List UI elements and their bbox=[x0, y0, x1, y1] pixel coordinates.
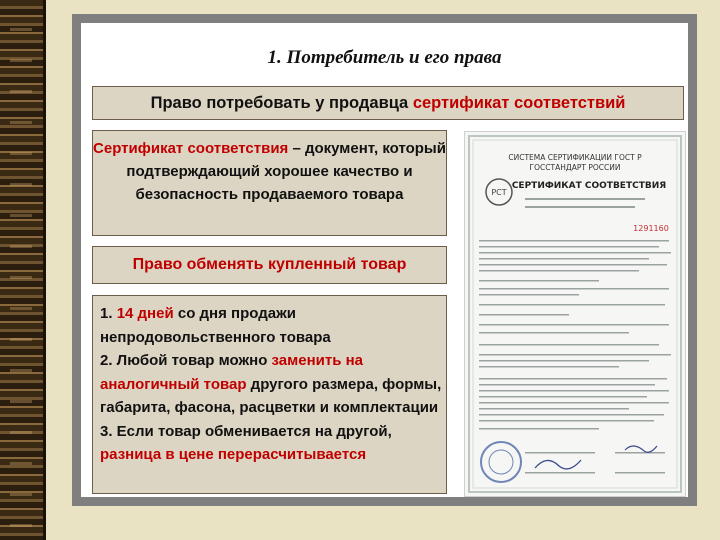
cert-text-lines bbox=[479, 198, 671, 474]
rule2-highlight: заменить на аналогичный товар bbox=[100, 352, 363, 393]
signature-icon bbox=[535, 460, 581, 469]
rule2-tail: другого размера, формы, габарита, фасона, расцветки и комплектации bbox=[100, 375, 442, 416]
box1-highlight: сертификат соответствий bbox=[412, 94, 626, 112]
rule1-highlight: 14 дней bbox=[116, 305, 174, 322]
certificate-image bbox=[464, 131, 686, 497]
exchange-right-label: Право обменять купленный товар bbox=[132, 256, 407, 273]
rule1-text: со дня продажи непродовольственного товара bbox=[100, 305, 331, 346]
seal-icon bbox=[481, 442, 521, 482]
slide-title: 1. Потребитель и его права bbox=[267, 47, 502, 68]
cert-number: 1291160 bbox=[633, 224, 669, 233]
cert-logo-text: РСТ bbox=[491, 188, 507, 197]
right-demand-certificate-box bbox=[92, 86, 684, 120]
cert-header1: СИСТЕМА СЕРТИФИКАЦИИ ГОСТ Р bbox=[508, 153, 642, 162]
certificate-definition-box bbox=[92, 130, 447, 236]
rule3-highlight: разница в цене перерасчитывается bbox=[100, 446, 367, 463]
exchange-right-box bbox=[92, 246, 447, 284]
rule3-text: 3. Если товар обменивается на другой, bbox=[100, 422, 392, 440]
rule2-text: 2. Любой товар можно bbox=[100, 352, 272, 369]
certificate-drawing bbox=[465, 132, 685, 496]
definition-term: Сертификат соответствия bbox=[93, 140, 289, 157]
exchange-rules-box bbox=[92, 295, 447, 494]
cert-header2: ГОССТАНДАРТ РОССИИ bbox=[529, 163, 621, 172]
box1-text: Право потребовать у продавца bbox=[150, 94, 413, 112]
slide bbox=[72, 14, 697, 506]
cert-title: СЕРТИФИКАТ СООТВЕТСТВИЯ bbox=[511, 181, 667, 191]
decorative-strip bbox=[0, 0, 46, 540]
definition-text: – документ, который подтверждающий хорошее качество и безопасность продаваемого товара bbox=[126, 140, 446, 203]
rule1-number: 1. bbox=[100, 305, 117, 322]
